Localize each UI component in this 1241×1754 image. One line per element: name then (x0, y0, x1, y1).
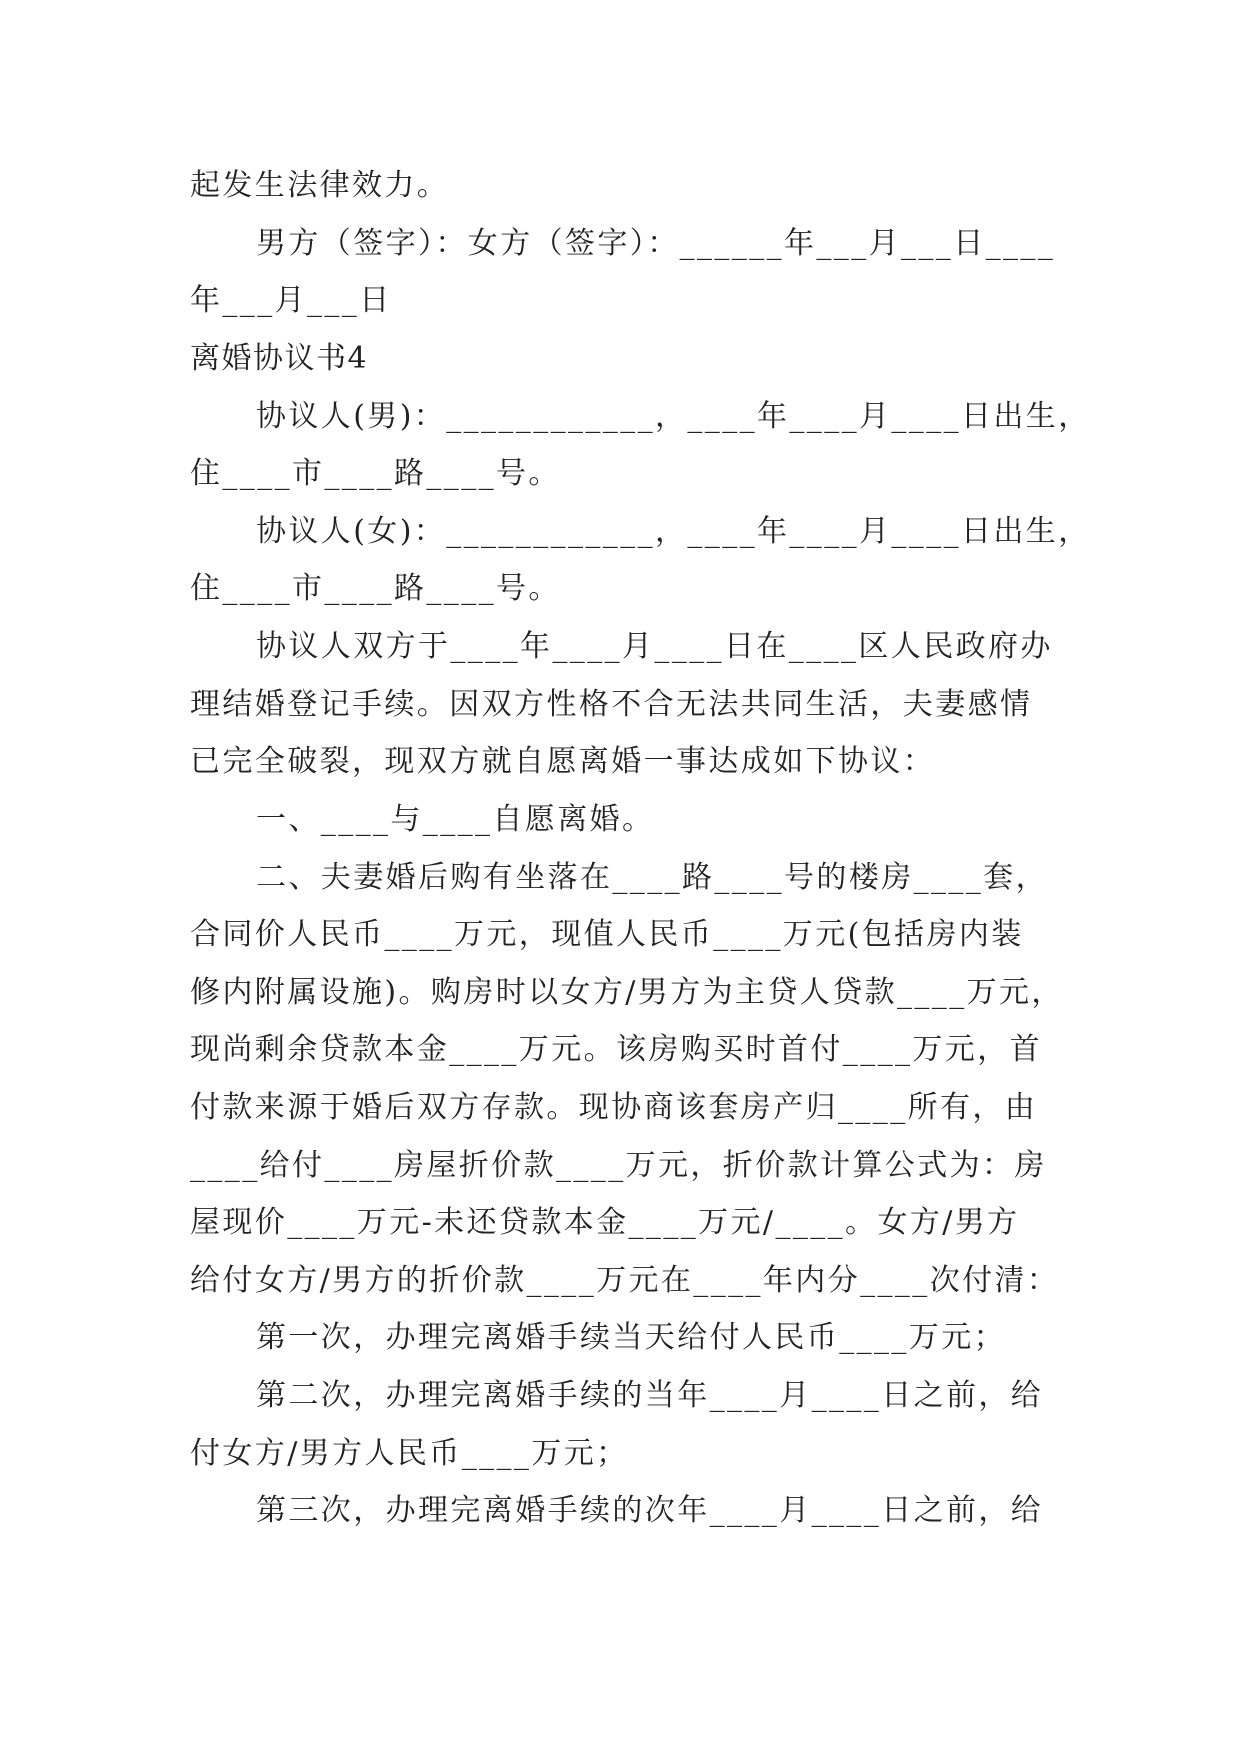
text-line: 住____市____路____号。 (190, 456, 561, 491)
text-line: 一、____与____自愿离婚。 (256, 802, 655, 837)
text-line: 已完全破裂，现双方就自愿离婚一事达成如下协议： (190, 744, 936, 779)
text-line: 起发生法律效力。 (190, 168, 450, 203)
text-line: 协议人(男)：____________，____年____月____日出生， (256, 399, 1091, 434)
text-line: 第一次，办理完离婚手续当天给付人民币____万元； (256, 1320, 1006, 1355)
text-line: 第三次，办理完离婚手续的次年____月____日之前，给 (256, 1493, 1044, 1528)
text-line: 给付女方/男方的折价款____万元在____年内分____次付清： (190, 1263, 1060, 1298)
text-line: 屋现价____万元-未还贷款本金____万元/____。女方/男方 (190, 1205, 1020, 1240)
text-line: ____给付____房屋折价款____万元，折价款计算公式为：房 (190, 1148, 1047, 1183)
text-line: 修内附属设施)。购房时以女方/男方为主贷人贷款____万元， (190, 975, 1064, 1010)
text-line: 住____市____路____号。 (190, 571, 561, 606)
text-line: 付女方/男方人民币____万元； (190, 1436, 629, 1471)
text-line: 二、夫妻婚后购有坐落在____路____号的楼房____套， (256, 860, 1048, 895)
date-line: 年___月___日 (190, 283, 392, 318)
text-line: 第二次，办理完离婚手续的当年____月____日之前，给 (256, 1378, 1044, 1413)
text-line: 现尚剩余贷款本金____万元。该房购买时首付____万元，首 (190, 1032, 1042, 1067)
text-line: 协议人双方于____年____月____日在____区人民政府办 (256, 629, 1053, 664)
text-line: 协议人(女)：____________，____年____月____日出生， (256, 514, 1091, 549)
text-line: 理结婚登记手续。因双方性格不合无法共同生活，夫妻感情 (190, 687, 1033, 722)
section-heading: 离婚协议书4 (190, 341, 369, 376)
text-line: 付款来源于婚后双方存款。现协商该套房产归____所有，由 (190, 1090, 1038, 1125)
text-line: 合同价人民币____万元，现值人民币____万元(包括房内装 (190, 917, 1024, 952)
signature-line: 男方（签字）：女方（签字）：______年___月___日____ (256, 226, 1056, 261)
